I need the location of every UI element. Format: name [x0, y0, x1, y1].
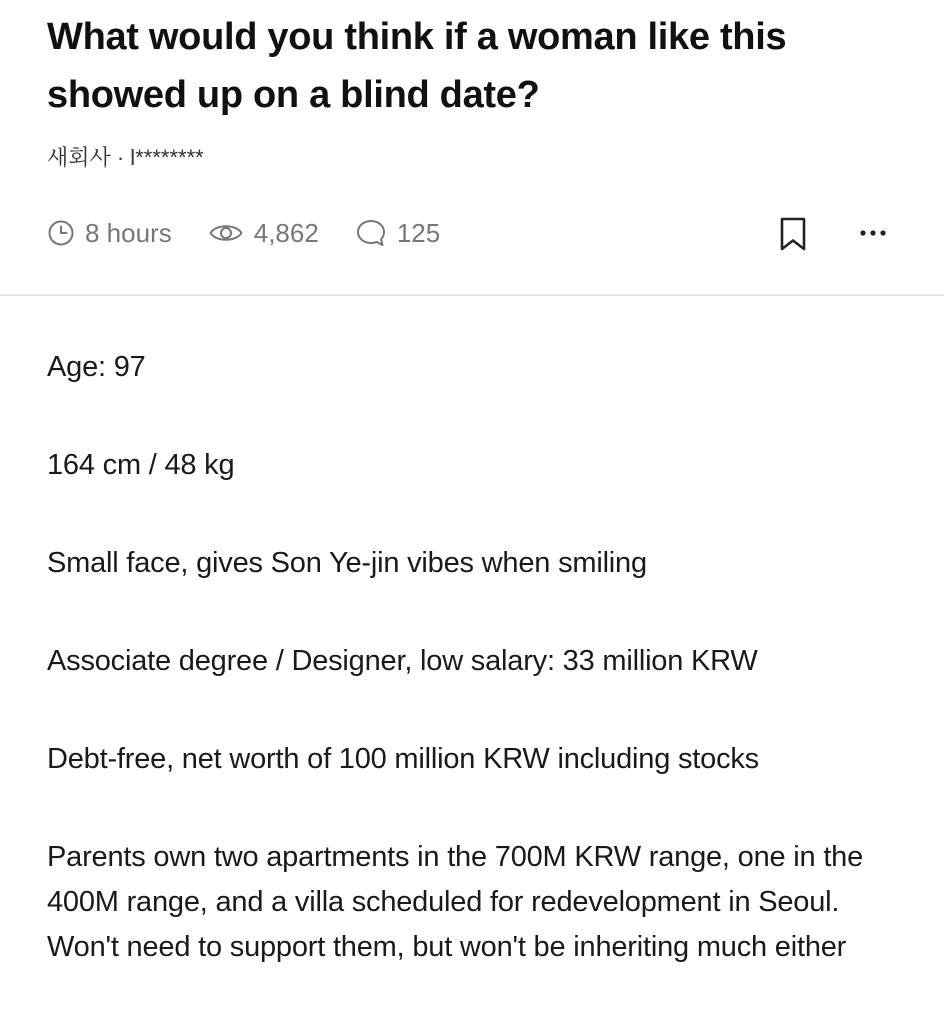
- eye-icon: [208, 219, 244, 247]
- post-paragraph: Parents own two apartments in the 700M KRW range, one in the 400M range, and a villa scheduled for redevelopment in Seoul. Won't need to support them, but won't be inheriting much either: [47, 841, 864, 963]
- comment-bubble-icon: [355, 218, 387, 248]
- post-paragraph: Associate degree / Designer, low salary: 33 million KRW: [47, 645, 758, 677]
- bookmark-icon: [776, 216, 810, 252]
- post-author[interactable]: 새회사 · l********: [47, 145, 204, 170]
- meta-comments[interactable]: [355, 218, 440, 249]
- post-body: [47, 345, 917, 1023]
- bookmark-button[interactable]: [776, 216, 810, 252]
- views-count: 4,862: [253, 217, 319, 248]
- post-paragraph: Age: 97: [47, 351, 146, 383]
- header-divider: [0, 294, 944, 296]
- time-label: 8 hours: [85, 217, 172, 248]
- post-meta: [47, 213, 476, 253]
- post-paragraph: Debt-free, net worth of 100 million KRW including stocks: [47, 743, 759, 775]
- more-options-button[interactable]: [855, 218, 891, 248]
- post-paragraph: Small face, gives Son Ye-jin vibes when smiling: [47, 547, 647, 579]
- comments-count: 125: [396, 217, 441, 248]
- meta-views: [208, 218, 319, 249]
- clock-icon: [47, 219, 75, 247]
- more-dots-icon: [855, 218, 891, 248]
- post-paragraph: 164 cm / 48 kg: [47, 449, 235, 481]
- meta-time: [47, 218, 172, 249]
- post-title: What would you think if a woman like this showed up on a blind date?: [47, 16, 787, 116]
